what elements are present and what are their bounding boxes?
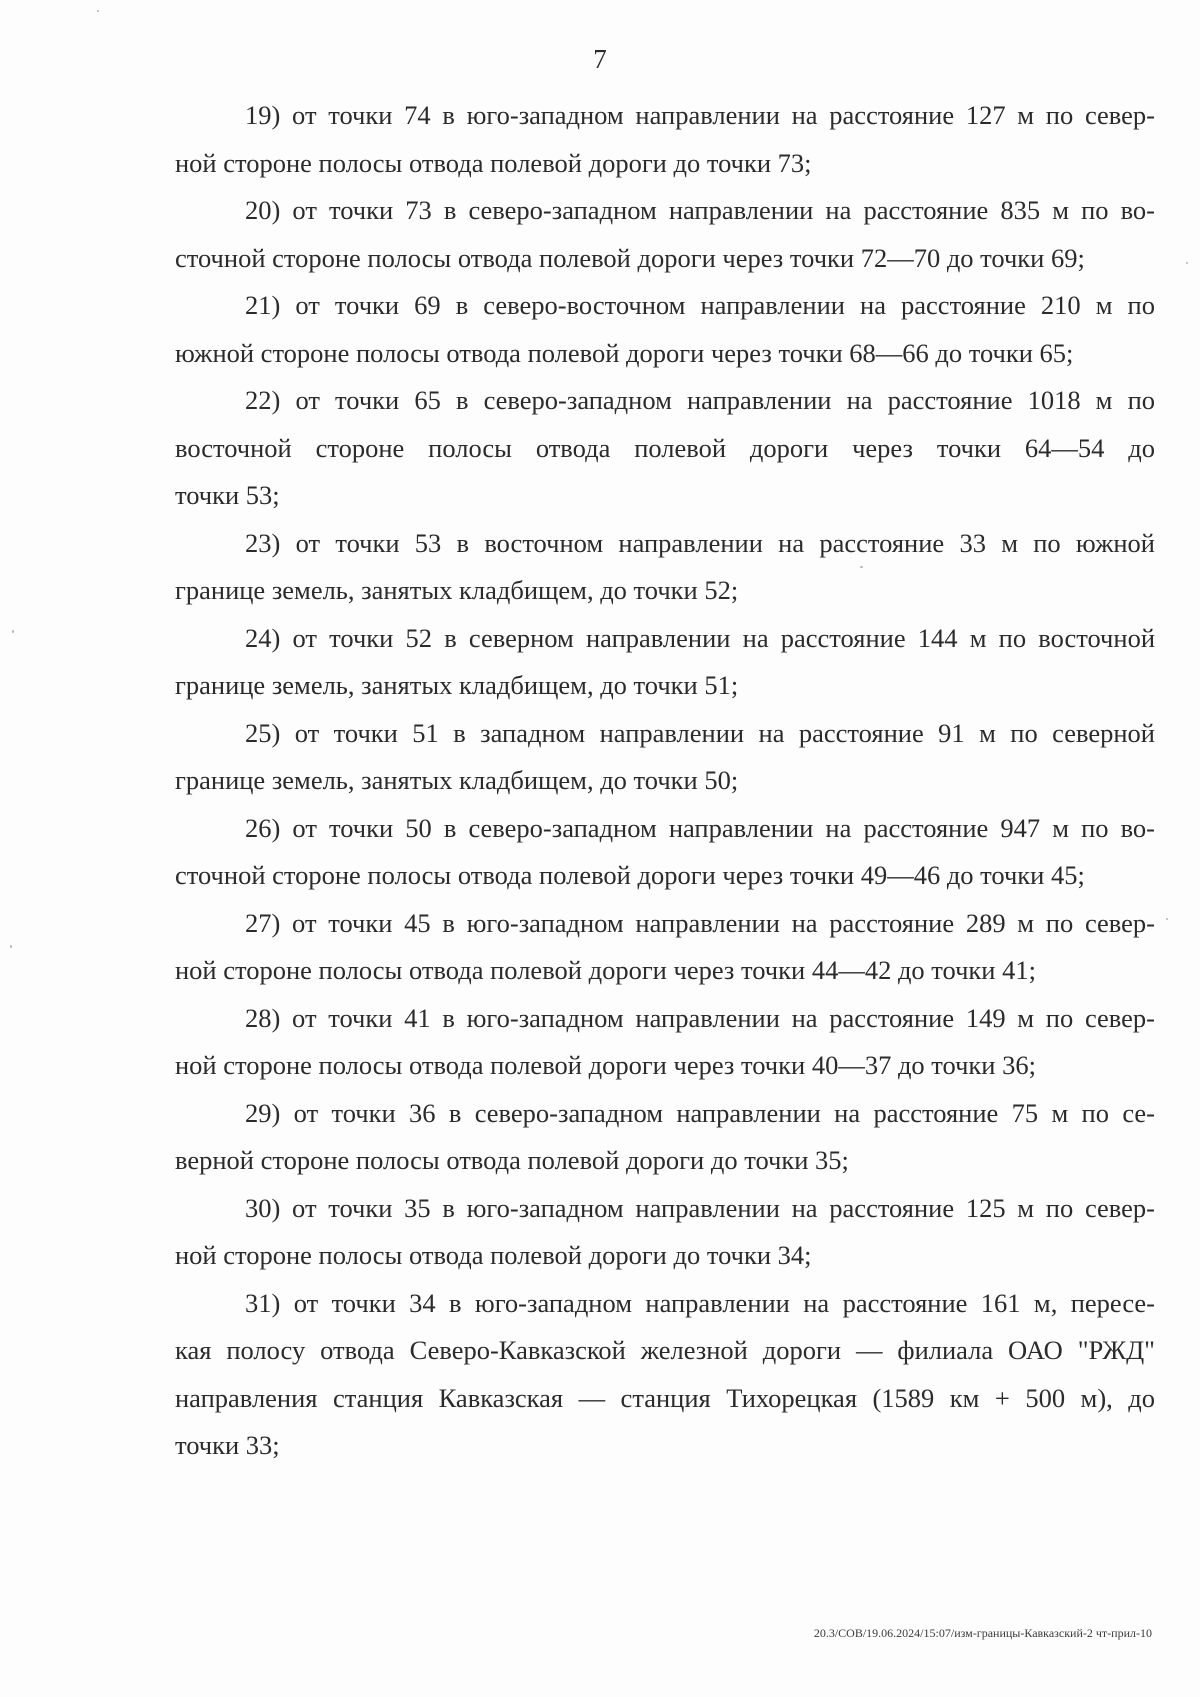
boundary-segment-paragraph (175, 900, 1155, 995)
boundary-segment-paragraph (175, 282, 1155, 377)
paragraph-line: верной стороне полосы отвода полевой дороги до точки 35; (175, 1145, 849, 1175)
paragraph-line: 31) от точки 34 в юго-западном направлении на расстояние 161 м, пересе- (245, 1287, 1155, 1318)
paragraph-line: направления станция Кавказская — станция Тихорецкая (1589 км + 500 м), до (175, 1382, 1155, 1413)
paragraph-line: 29) от точки 36 в северо-западном направлении на расстояние 75 м по се- (245, 1097, 1155, 1128)
boundary-segment-paragraph (175, 1090, 1155, 1185)
paragraph-line: ной стороне полосы отвода полевой дороги через точки 40—37 до точки 36; (175, 1050, 1036, 1080)
boundary-segment-paragraph (175, 1280, 1155, 1470)
paragraph-line: кая полосу отвода Северо-Кавказской железной дороги — филиала ОАО "РЖД" (175, 1335, 1155, 1365)
paragraph-line: южной стороне полосы отвода полевой дороги через точки 68—66 до точки 65; (175, 337, 1074, 368)
boundary-segment-paragraph (175, 995, 1155, 1090)
boundary-segment-paragraph (175, 615, 1155, 710)
boundary-segment-paragraph (175, 187, 1155, 282)
boundary-segment-paragraph (175, 1185, 1155, 1280)
boundary-segment-paragraph (175, 710, 1155, 805)
paragraph-line: границе земель, занятых кладбищем, до точки 52; (175, 575, 739, 605)
paragraph-line: точки 33; (175, 1430, 280, 1460)
paragraph-line: 24) от точки 52 в северном направлении на расстояние 144 м по восточной (245, 622, 1155, 653)
paragraph-line: ной стороне полосы отвода полевой дороги до точки 34; (175, 1240, 812, 1270)
paragraph-line: границе земель, занятых кладбищем, до точки 50; (175, 765, 739, 795)
boundary-segment-paragraph (175, 92, 1155, 187)
boundary-segment-paragraph (175, 377, 1155, 520)
paragraph-line: сточной стороне полосы отвода полевой дороги через точки 72—70 до точки 69; (175, 242, 1085, 273)
paragraph-line: 28) от точки 41 в юго-западном направлении на расстояние 149 м по север- (245, 1002, 1155, 1033)
paragraph-line: 21) от точки 69 в северо-восточном направлении на расстояние 210 м по (245, 290, 1155, 320)
paragraph-line: 26) от точки 50 в северо-западном направлении на расстояние 947 м по во- (245, 812, 1155, 843)
paragraph-line: 27) от точки 45 в юго-западном направлении на расстояние 289 м по север- (245, 907, 1155, 938)
paragraph-line: 23) от точки 53 в восточном направлении на расстояние 33 м по южной (245, 527, 1155, 558)
paragraph-line: сточной стороне полосы отвода полевой дороги через точки 49—46 до точки 45; (175, 860, 1085, 890)
document-footer-reference: 20.3/СОВ/19.06.2024/15:07/изм-границы-Кавказский-2 чт-прил-10 (813, 1626, 1152, 1640)
boundary-segment-paragraph (175, 805, 1155, 900)
boundary-segment-paragraph (175, 520, 1155, 615)
paragraph-line: восточной стороне полосы отвода полевой дороги через точки 64—54 до (175, 432, 1155, 463)
paragraph-line: точки 53; (175, 480, 280, 510)
paragraph-line: 20) от точки 73 в северо-западном направлении на расстояние 835 м по во- (245, 195, 1155, 225)
paragraph-line: ной стороне полосы отвода полевой дороги через точки 44—42 до точки 41; (175, 955, 1036, 985)
page-number: 7 (593, 44, 607, 74)
paragraph-line: 22) от точки 65 в северо-западном направлении на расстояние 1018 м по (245, 385, 1155, 415)
paragraph-line: 25) от точки 51 в западном направлении на расстояние 91 м по северной (245, 717, 1155, 748)
paragraph-line: 30) от точки 35 в юго-западном направлении на расстояние 125 м по север- (245, 1192, 1155, 1223)
paragraph-line: ной стороне полосы отвода полевой дороги до точки 73; (175, 147, 812, 178)
paragraph-line: 19) от точки 74 в юго-западном направлении на расстояние 127 м по север- (245, 100, 1155, 130)
paragraph-line: границе земель, занятых кладбищем, до точки 51; (175, 670, 739, 700)
document-body (175, 92, 1155, 1470)
